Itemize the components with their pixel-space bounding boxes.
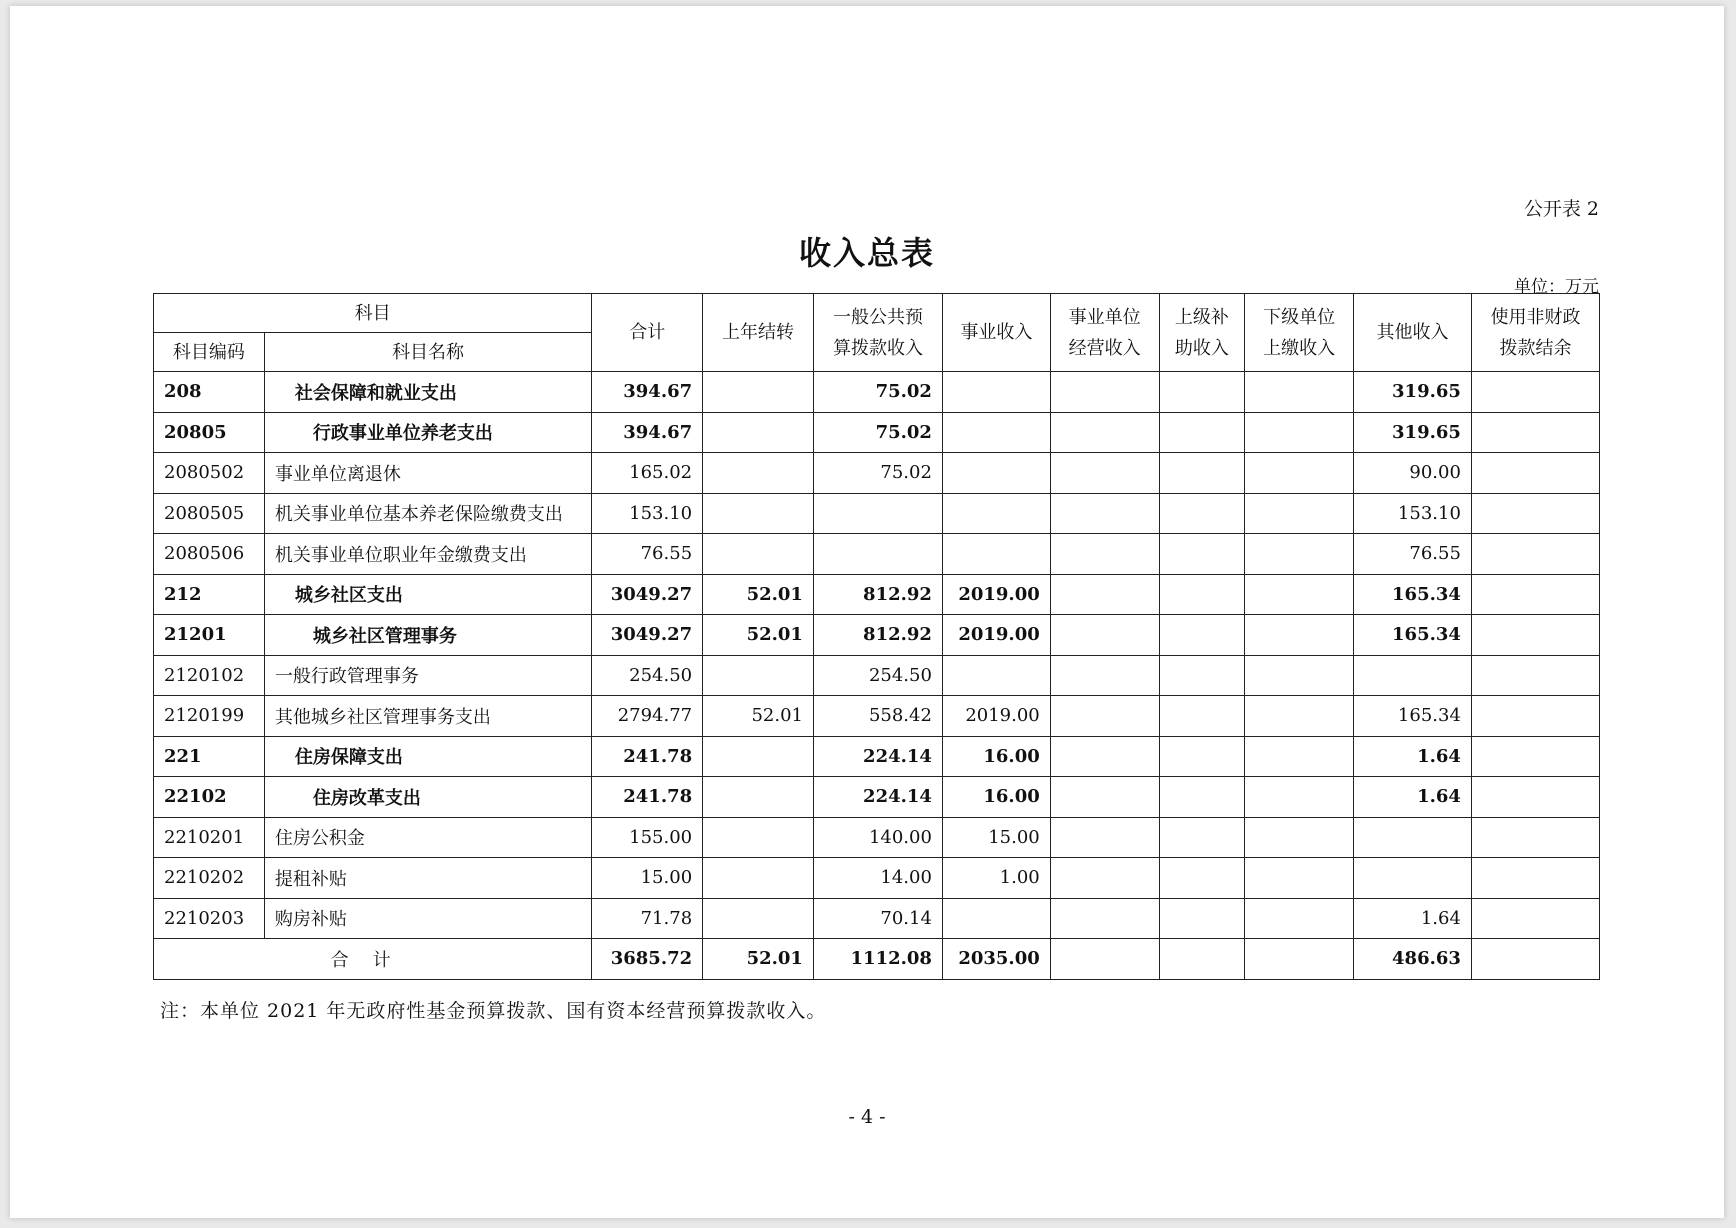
row-superior-subsidy — [1159, 453, 1245, 494]
row-other-income: 319.65 — [1354, 412, 1472, 453]
total-carryover: 52.01 — [703, 939, 814, 980]
row-subordinate-payment — [1245, 534, 1354, 575]
row-other-income: 165.34 — [1354, 615, 1472, 656]
row-subordinate-payment — [1245, 858, 1354, 899]
row-subordinate-payment — [1245, 574, 1354, 615]
row-non-fiscal-balance — [1471, 696, 1599, 737]
row-carryover: 52.01 — [703, 574, 814, 615]
row-general-budget: 224.14 — [813, 736, 942, 777]
row-carryover — [703, 736, 814, 777]
header-carryover: 上年结转 — [703, 294, 814, 372]
row-business-income: 16.00 — [942, 736, 1050, 777]
row-operating-income — [1050, 736, 1159, 777]
row-other-income: 1.64 — [1354, 777, 1472, 818]
row-superior-subsidy — [1159, 736, 1245, 777]
row-carryover — [703, 655, 814, 696]
row-subordinate-payment — [1245, 372, 1354, 413]
row-operating-income — [1050, 655, 1159, 696]
row-name: 机关事业单位基本养老保险缴费支出 — [264, 493, 591, 534]
row-subordinate-payment — [1245, 655, 1354, 696]
table-row — [154, 696, 1600, 737]
row-non-fiscal-balance — [1471, 736, 1599, 777]
row-general-budget: 75.02 — [813, 372, 942, 413]
row-other-income: 1.64 — [1354, 898, 1472, 939]
row-business-income: 1.00 — [942, 858, 1050, 899]
row-code: 2210203 — [154, 898, 265, 939]
total-non-fiscal-balance — [1471, 939, 1599, 980]
row-operating-income — [1050, 534, 1159, 575]
header-operating-income: 事业单位经营收入 — [1050, 294, 1159, 372]
row-subordinate-payment — [1245, 412, 1354, 453]
row-operating-income — [1050, 777, 1159, 818]
row-code: 2120199 — [154, 696, 265, 737]
row-non-fiscal-balance — [1471, 493, 1599, 534]
row-operating-income — [1050, 696, 1159, 737]
row-total: 241.78 — [592, 777, 703, 818]
row-operating-income — [1050, 615, 1159, 656]
header-other-income: 其他收入 — [1354, 294, 1472, 372]
row-carryover — [703, 493, 814, 534]
row-total: 155.00 — [592, 817, 703, 858]
row-non-fiscal-balance — [1471, 777, 1599, 818]
row-business-income: 2019.00 — [942, 696, 1050, 737]
row-other-income — [1354, 655, 1472, 696]
total-total: 3685.72 — [592, 939, 703, 980]
table-row — [154, 574, 1600, 615]
row-total: 15.00 — [592, 858, 703, 899]
row-general-budget — [813, 534, 942, 575]
total-row — [154, 939, 1600, 980]
row-non-fiscal-balance — [1471, 817, 1599, 858]
row-superior-subsidy — [1159, 817, 1245, 858]
row-superior-subsidy — [1159, 574, 1245, 615]
row-business-income: 2019.00 — [942, 615, 1050, 656]
row-carryover: 52.01 — [703, 696, 814, 737]
row-operating-income — [1050, 574, 1159, 615]
row-other-income: 76.55 — [1354, 534, 1472, 575]
header-total: 合计 — [592, 294, 703, 372]
row-superior-subsidy — [1159, 412, 1245, 453]
total-operating-income — [1050, 939, 1159, 980]
row-code: 2080502 — [154, 453, 265, 494]
row-subordinate-payment — [1245, 898, 1354, 939]
row-superior-subsidy — [1159, 858, 1245, 899]
row-other-income: 153.10 — [1354, 493, 1472, 534]
row-total: 254.50 — [592, 655, 703, 696]
unit-label: 单位：万元 — [1514, 277, 1599, 297]
row-other-income: 165.34 — [1354, 574, 1472, 615]
row-other-income: 1.64 — [1354, 736, 1472, 777]
row-superior-subsidy — [1159, 777, 1245, 818]
row-carryover — [703, 817, 814, 858]
row-name: 住房公积金 — [264, 817, 591, 858]
row-business-income — [942, 493, 1050, 534]
row-name: 提租补贴 — [264, 858, 591, 899]
total-label: 合计 — [154, 939, 592, 980]
row-business-income — [942, 534, 1050, 575]
income-summary-table — [153, 293, 1600, 980]
row-superior-subsidy — [1159, 493, 1245, 534]
row-carryover: 52.01 — [703, 615, 814, 656]
row-code: 221 — [154, 736, 265, 777]
row-total: 394.67 — [592, 412, 703, 453]
row-name: 机关事业单位职业年金缴费支出 — [264, 534, 591, 575]
row-carryover — [703, 777, 814, 818]
row-code: 2080505 — [154, 493, 265, 534]
table-row — [154, 736, 1600, 777]
table-row — [154, 655, 1600, 696]
row-business-income — [942, 412, 1050, 453]
row-code: 22102 — [154, 777, 265, 818]
row-code: 2210201 — [154, 817, 265, 858]
row-carryover — [703, 858, 814, 899]
row-other-income: 90.00 — [1354, 453, 1472, 494]
row-name: 城乡社区管理事务 — [264, 615, 591, 656]
row-other-income: 319.65 — [1354, 372, 1472, 413]
row-business-income: 16.00 — [942, 777, 1050, 818]
total-superior-subsidy — [1159, 939, 1245, 980]
row-name: 一般行政管理事务 — [264, 655, 591, 696]
row-non-fiscal-balance — [1471, 534, 1599, 575]
row-non-fiscal-balance — [1471, 574, 1599, 615]
row-name: 城乡社区支出 — [264, 574, 591, 615]
table-row — [154, 858, 1600, 899]
row-superior-subsidy — [1159, 534, 1245, 575]
header-subject: 科目 — [154, 294, 592, 333]
row-business-income: 15.00 — [942, 817, 1050, 858]
row-non-fiscal-balance — [1471, 372, 1599, 413]
row-other-income — [1354, 817, 1472, 858]
row-operating-income — [1050, 858, 1159, 899]
row-general-budget: 14.00 — [813, 858, 942, 899]
table-row — [154, 412, 1600, 453]
row-name: 住房改革支出 — [264, 777, 591, 818]
header-superior-subsidy: 上级补助收入 — [1159, 294, 1245, 372]
row-carryover — [703, 412, 814, 453]
row-name: 事业单位离退休 — [264, 453, 591, 494]
row-subordinate-payment — [1245, 777, 1354, 818]
row-superior-subsidy — [1159, 615, 1245, 656]
row-general-budget: 558.42 — [813, 696, 942, 737]
row-other-income — [1354, 858, 1472, 899]
page-title: 收入总表 — [798, 234, 935, 272]
row-business-income: 2019.00 — [942, 574, 1050, 615]
row-superior-subsidy — [1159, 372, 1245, 413]
row-superior-subsidy — [1159, 655, 1245, 696]
row-subordinate-payment — [1245, 615, 1354, 656]
row-business-income — [942, 453, 1050, 494]
row-code: 2080506 — [154, 534, 265, 575]
row-total: 153.10 — [592, 493, 703, 534]
row-general-budget: 70.14 — [813, 898, 942, 939]
table-row — [154, 817, 1600, 858]
row-superior-subsidy — [1159, 696, 1245, 737]
row-general-budget: 140.00 — [813, 817, 942, 858]
form-number: 公开表 2 — [1523, 198, 1599, 220]
row-non-fiscal-balance — [1471, 655, 1599, 696]
row-carryover — [703, 898, 814, 939]
row-operating-income — [1050, 372, 1159, 413]
row-total: 165.02 — [592, 453, 703, 494]
header-non-fiscal-balance: 使用非财政拨款结余 — [1471, 294, 1599, 372]
table-row — [154, 615, 1600, 656]
row-code: 2120102 — [154, 655, 265, 696]
header-general-budget: 一般公共预算拨款收入 — [813, 294, 942, 372]
total-other-income: 486.63 — [1354, 939, 1472, 980]
row-subordinate-payment — [1245, 453, 1354, 494]
header-subordinate-payment: 下级单位上缴收入 — [1245, 294, 1354, 372]
row-business-income — [942, 655, 1050, 696]
row-name: 行政事业单位养老支出 — [264, 412, 591, 453]
row-general-budget — [813, 493, 942, 534]
row-operating-income — [1050, 493, 1159, 534]
row-name: 社会保障和就业支出 — [264, 372, 591, 413]
table-row — [154, 898, 1600, 939]
footnote: 注：本单位 2021 年无政府性基金预算拨款、国有资本经营预算拨款收入。 — [160, 1000, 827, 1022]
row-total: 3049.27 — [592, 574, 703, 615]
row-name: 其他城乡社区管理事务支出 — [264, 696, 591, 737]
page-number: - 4 - — [848, 1106, 886, 1128]
row-non-fiscal-balance — [1471, 453, 1599, 494]
row-total: 394.67 — [592, 372, 703, 413]
table-row — [154, 372, 1600, 413]
row-carryover — [703, 534, 814, 575]
row-non-fiscal-balance — [1471, 858, 1599, 899]
total-general-budget: 1112.08 — [813, 939, 942, 980]
row-name: 购房补贴 — [264, 898, 591, 939]
row-general-budget: 224.14 — [813, 777, 942, 818]
row-general-budget: 812.92 — [813, 615, 942, 656]
row-non-fiscal-balance — [1471, 615, 1599, 656]
table-row — [154, 453, 1600, 494]
header-business-income: 事业收入 — [942, 294, 1050, 372]
row-total: 3049.27 — [592, 615, 703, 656]
total-business-income: 2035.00 — [942, 939, 1050, 980]
row-operating-income — [1050, 453, 1159, 494]
row-code: 212 — [154, 574, 265, 615]
row-total: 2794.77 — [592, 696, 703, 737]
row-general-budget: 254.50 — [813, 655, 942, 696]
row-code: 21201 — [154, 615, 265, 656]
table-body — [154, 372, 1600, 939]
row-general-budget: 75.02 — [813, 453, 942, 494]
row-total: 241.78 — [592, 736, 703, 777]
row-code: 20805 — [154, 412, 265, 453]
row-general-budget: 75.02 — [813, 412, 942, 453]
row-non-fiscal-balance — [1471, 412, 1599, 453]
row-general-budget: 812.92 — [813, 574, 942, 615]
row-carryover — [703, 372, 814, 413]
row-business-income — [942, 372, 1050, 413]
row-total: 76.55 — [592, 534, 703, 575]
row-subordinate-payment — [1245, 696, 1354, 737]
row-subordinate-payment — [1245, 493, 1354, 534]
row-code: 208 — [154, 372, 265, 413]
document-page — [10, 6, 1724, 1218]
row-carryover — [703, 453, 814, 494]
row-code: 2210202 — [154, 858, 265, 899]
row-other-income: 165.34 — [1354, 696, 1472, 737]
row-business-income — [942, 898, 1050, 939]
row-non-fiscal-balance — [1471, 898, 1599, 939]
total-subordinate-payment — [1245, 939, 1354, 980]
table-row — [154, 493, 1600, 534]
row-subordinate-payment — [1245, 817, 1354, 858]
header-code: 科目编码 — [154, 333, 265, 372]
row-operating-income — [1050, 412, 1159, 453]
row-subordinate-payment — [1245, 736, 1354, 777]
row-operating-income — [1050, 817, 1159, 858]
table-row — [154, 534, 1600, 575]
row-operating-income — [1050, 898, 1159, 939]
table-row — [154, 777, 1600, 818]
row-superior-subsidy — [1159, 898, 1245, 939]
row-name: 住房保障支出 — [264, 736, 591, 777]
header-name: 科目名称 — [264, 333, 591, 372]
row-total: 71.78 — [592, 898, 703, 939]
